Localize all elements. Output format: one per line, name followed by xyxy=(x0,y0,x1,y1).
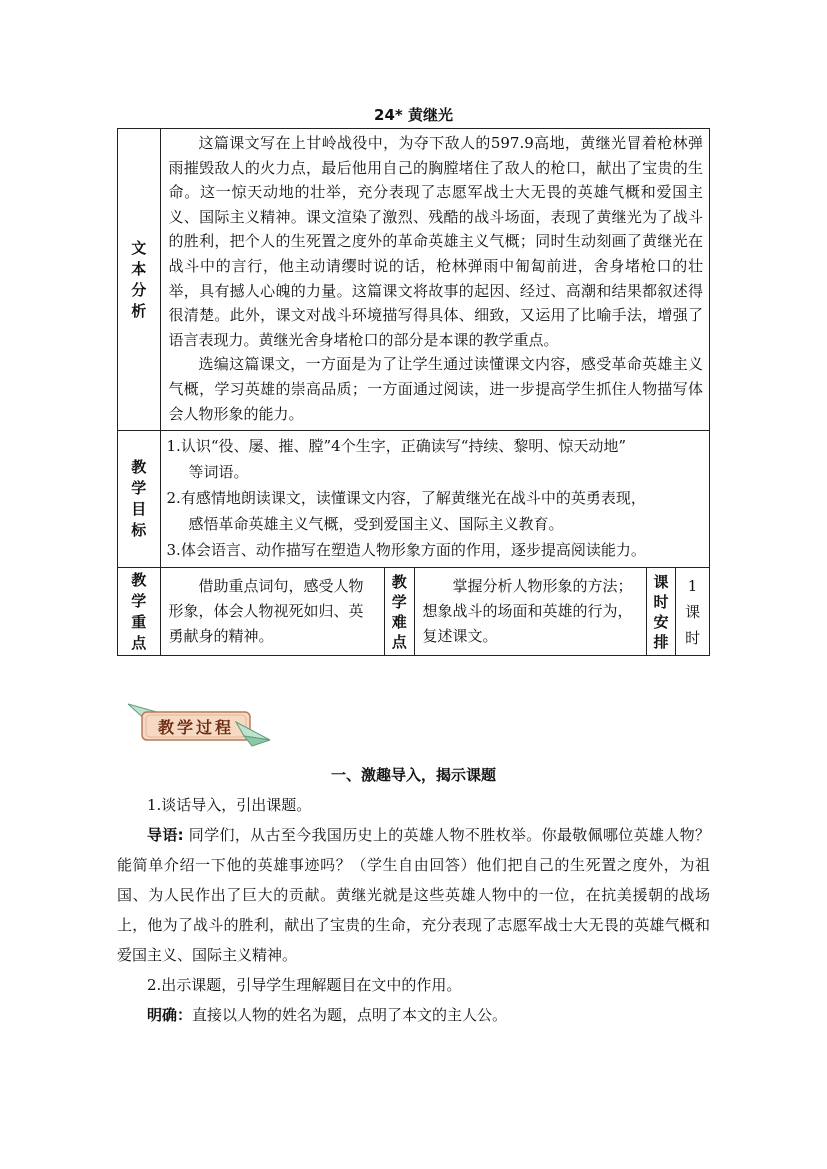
analysis-paragraph-2: 选编这篇课文，一方面是为了让学生通过读懂课文内容，感受革命英雄主义气概，学习英雄的崇高品质；一方面通过阅读，进一步提高学生抓住人物描写体会人物形象的能力。 xyxy=(168,355,703,423)
schedule-hours: 1 课 时 xyxy=(676,568,710,656)
lesson-title: 24* 黄继光 xyxy=(374,106,453,124)
analysis-label: 文 本 分 析 xyxy=(118,129,161,431)
analysis-paragraph-1: 这篇课文写在上甘岭战役中，为夺下敌人的597.9高地，黄继光冒着枪林弹雨摧毁敌人的火力点，最后他用自己的胸膛堵住了敌人的枪口，献出了宝贵的生命。这一惊天动地的壮举，充分表现了志愿军战士大无畏的英雄气概和爱国主义、国际主义精神。课文渲染了激烈、残酷的战斗场面，表现了黄继光为了战斗的胜利，把个人的生死置之度外的革命英雄主义气概；同时生动刻画了黄继光在战斗中的言行，他主动请缨时说的话，枪林弹雨中匍匐前进，舍身堵枪口的壮举，具有撼人心魄的力量。这篇课文将故事的起因、经过、高潮和结果都叙述得很清楚。此外，课文对战斗环境描写得具体、细致，又运用了比喻手法，增强了语言表现力。黄继光舍身堵枪口的部分是本课的教学重点。 xyxy=(168,134,703,349)
clarify-paragraph xyxy=(117,1000,710,1030)
step-1: 1.谈话导入，引出课题。 xyxy=(147,796,312,814)
difficulties-text: 掌握分析人物形象的方法；想象战斗的场面和英雄的行为，复述课文。 xyxy=(422,577,633,646)
clarify-text: 直接以人物的姓名为题，点明了本文的主人公。 xyxy=(192,1006,508,1024)
intro-paragraph xyxy=(117,820,710,970)
badge-text: 教学过程 xyxy=(157,718,234,737)
key-points-label: 教 学 重 点 xyxy=(118,568,161,656)
schedule-label: 课 时 安 排 xyxy=(646,568,675,656)
step-2: 2.出示课题，引导学生理解题目在文中的作用。 xyxy=(147,976,462,994)
goal-item: 1.认识“役、屡、摧、膛”4个生字，正确读写“持续、黎明、惊天动地” 等词语。 xyxy=(166,437,627,482)
goals-label: 教 学 目 标 xyxy=(118,431,161,568)
analysis-content xyxy=(160,129,709,431)
difficulties-cell xyxy=(414,568,646,656)
key-points-text: 借助重点词句，感受人物形象，体会人物视死如归、英勇献身的精神。 xyxy=(168,577,364,646)
goals-row xyxy=(118,431,710,568)
intro-text: 同学们，从古至今我国历史上的英雄人物不胜枚举。你最敬佩哪位英雄人物？能简单介绍一下他的英雄事迹吗？（学生自由回答）他们把自己的生死置之度外，为祖国、为人民作出了巨大的贡献。黄继光就是这些英雄人物中的一位，在抗美援朝的战场上，他为了战斗的胜利，献出了宝贵的生命，充分表现了志愿军战士大无畏的英雄气概和爱国主义、国际主义精神。 xyxy=(117,826,710,964)
analysis-row xyxy=(118,129,710,431)
difficulties-label: 教 学 难 点 xyxy=(385,568,414,656)
goal-item: 3.体会语言、动作描写在塑造人物形象方面的作用，逐步提高阅读能力。 xyxy=(166,541,646,560)
teaching-process-badge xyxy=(124,700,274,750)
goals-content xyxy=(160,431,709,568)
lesson-table xyxy=(117,128,710,656)
section-title: 一、激趣导入，揭示课题 xyxy=(330,766,496,784)
intro-label: 导语: xyxy=(147,826,184,844)
points-row xyxy=(118,568,710,656)
clarify-label: 明确： xyxy=(147,1006,193,1024)
goal-item: 2.有感情地朗读课文，读懂课文内容，了解黄继光在战斗中的英勇表现， 感悟革命英雄主义气概，受到爱国主义、国际主义教育。 xyxy=(166,489,646,534)
key-points-cell xyxy=(160,568,385,656)
lesson-body xyxy=(117,790,710,1030)
